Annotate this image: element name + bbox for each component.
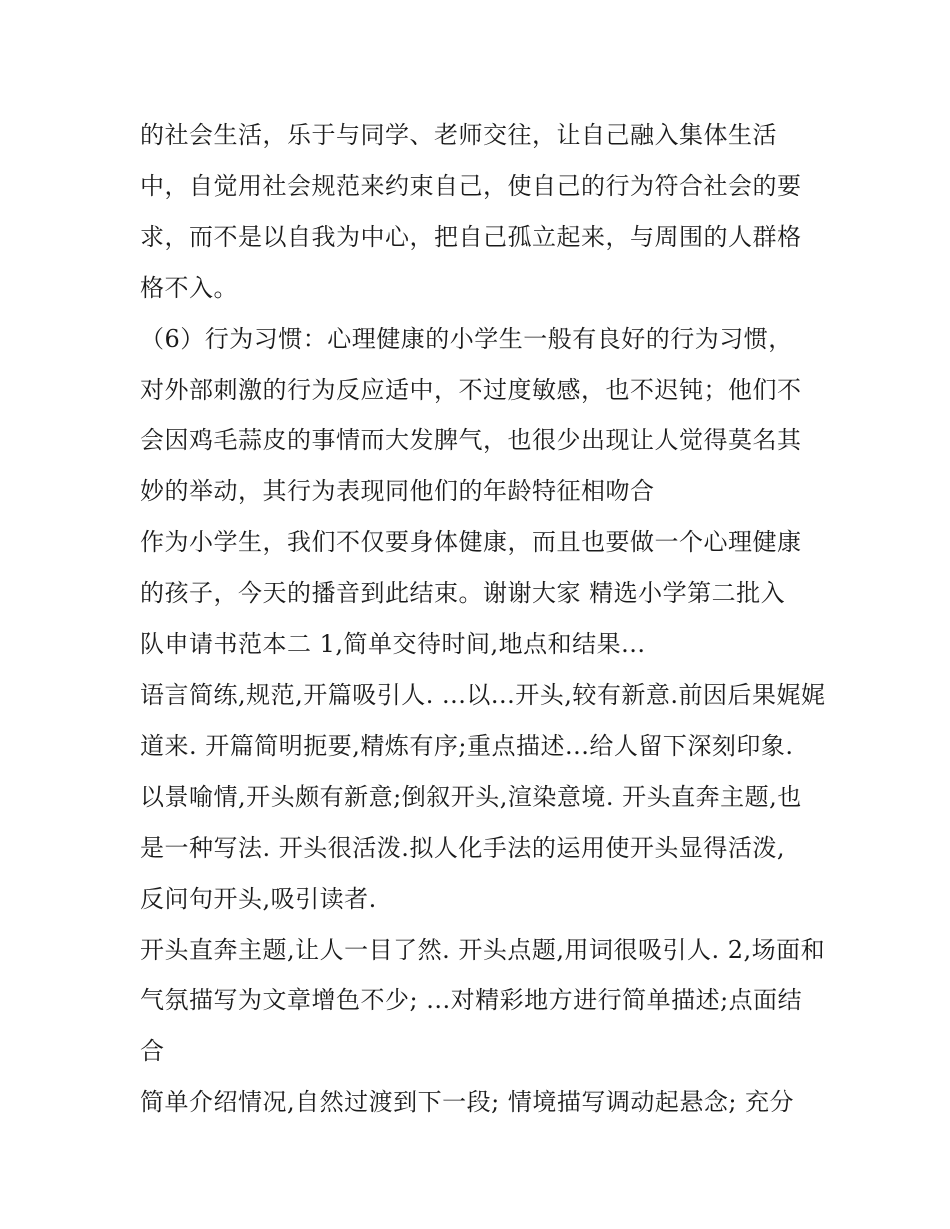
text-line: 对外部刺激的行为反应适中，不过度敏感，也不迟钝；他们不 (140, 375, 802, 404)
body-text (140, 110, 840, 1128)
text-line: 队申请书范本二 1,简单交待时间,地点和结果... (140, 630, 646, 659)
text-line: 开头直奔主题,让人一目了然. 开头点题,用词很吸引人. 2,场面和 (140, 935, 826, 964)
text-line: 妙的举动，其行为表现同他们的年龄特征相吻合 (140, 477, 655, 506)
text-line: 以景喻情,开头颇有新意;倒叙开头,渲染意境. 开头直奔主题,也 (140, 782, 802, 811)
text-line: 是一种写法. 开头很活泼.拟人化手法的运用使开头显得活泼, (140, 833, 786, 862)
text-line: 气氛描写为文章增色不少; ...对精彩地方进行简单描述;点面结 (140, 986, 803, 1015)
text-line: 会因鸡毛蒜皮的事情而大发脾气，也很少出现让人觉得莫名其 (140, 426, 802, 455)
text-line: 语言简练,规范,开篇吸引人. ...以...开头,较有新意.前因后果娓娓 (140, 680, 826, 709)
text-line: 的社会生活，乐于与同学、老师交往，让自己融入集体生活 (140, 121, 777, 149)
text-line: 格不入。 (140, 273, 238, 302)
text-line: 简单介绍情况,自然过渡到下一段; 情境描写调动起悬念; 充分 (140, 1088, 795, 1117)
text-line: 道来. 开篇简明扼要,精炼有序;重点描述...给人留下深刻印象. (140, 731, 794, 760)
text-line: 作为小学生，我们不仅要身体健康，而且也要做一个心理健康 (140, 528, 802, 557)
text-line: 反问句开头,吸引读者. (140, 884, 377, 913)
text-line: 合 (140, 1037, 165, 1066)
text-line: （6）行为习惯：心理健康的小学生一般有良好的行为习惯， (140, 324, 793, 353)
text-line: 的孩子，今天的播音到此结束。谢谢大家 精选小学第二批入 (140, 579, 786, 608)
text-line: 中，自觉用社会规范来约束自己，使自己的行为符合社会的要 (140, 171, 802, 200)
text-line: 求，而不是以自我为中心，把自己孤立起来，与周围的人群格 (140, 222, 802, 251)
